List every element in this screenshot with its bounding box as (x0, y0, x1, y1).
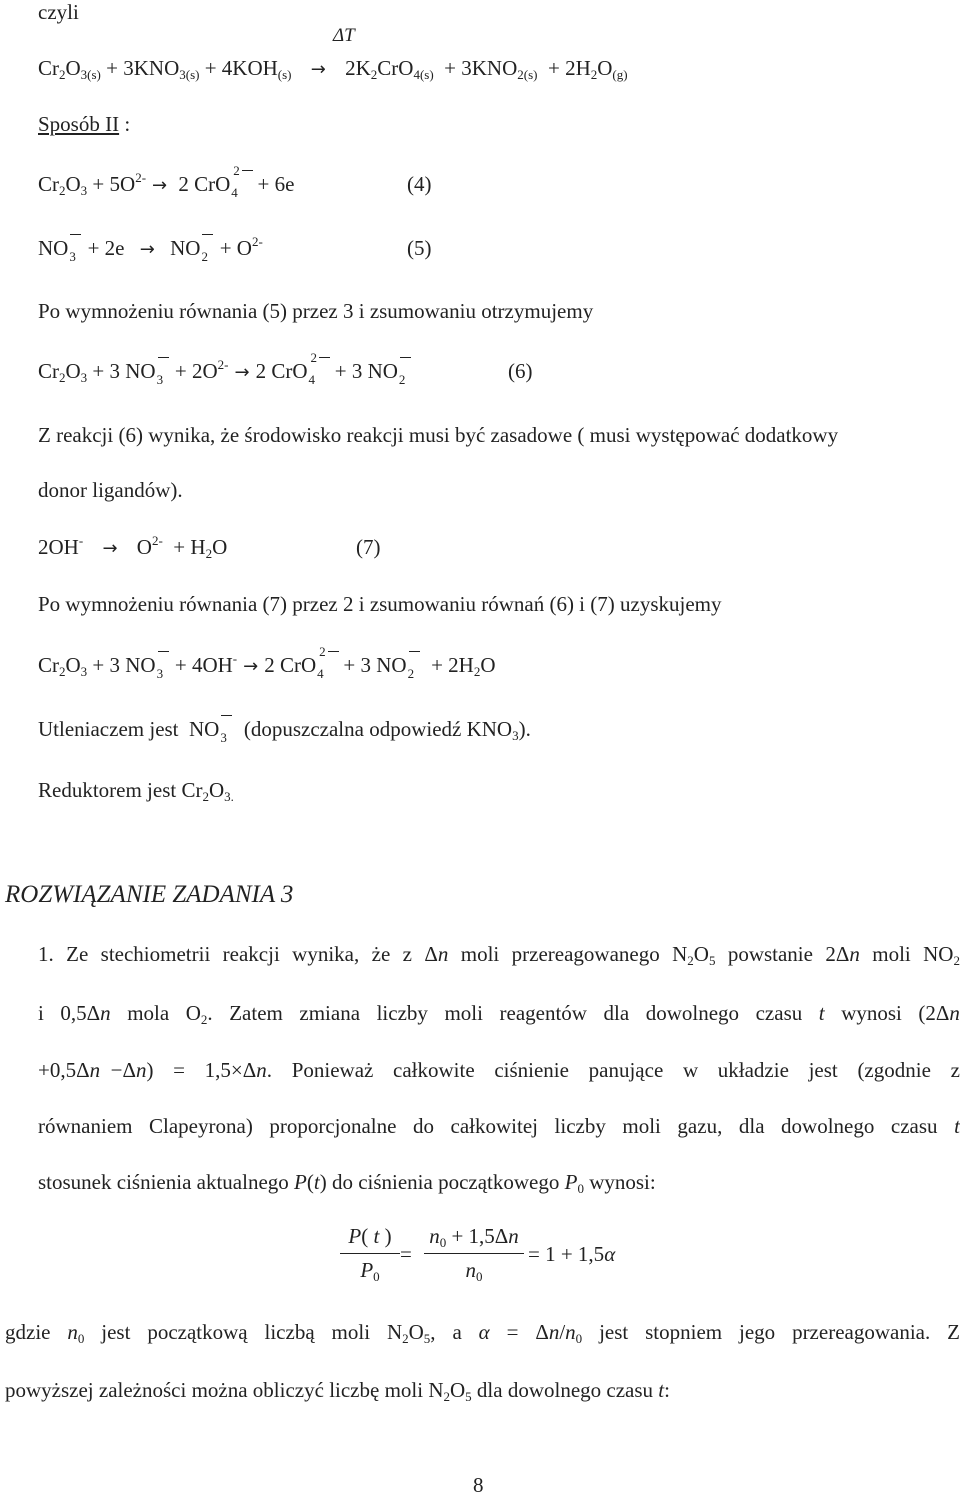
formula-result: = 1 + 1,5α (528, 1242, 616, 1266)
paragraph-1-line-2: i 0,5Δn mola $O_2$. Zatem zmiana liczby moli reagentów dla dowolnego czasu t wynosi (2Δn (38, 1001, 960, 1027)
equation-5: NO 3 + 2e → NO $2 + O^{2-}$ (38, 234, 263, 264)
formula-denominator-2: $n_0$ (465, 1258, 483, 1284)
equation-6-number: (6) (508, 359, 533, 383)
equation-4-number: (4) (407, 172, 432, 196)
reaction-arrow-icon: → (139, 239, 155, 260)
equation-6: $Cr_2O_3 + 3$ NO $3 + 2O^{2-} \to 2$ CrO $\frac{2}{4} + 3$ NO 2 (38, 361, 412, 386)
equation-5-number: (5) (407, 236, 432, 260)
formula-numerator-1: P( t ) (348, 1224, 392, 1248)
equation-final: $Cr_2O_3 + 3$ NO 3 + 4OH- → 2 CrO $\frac{2}{4} + 3$ NO $2 + 2H_2O$ (38, 644, 496, 681)
text-zasadowe-2: donor ligandów). (38, 478, 183, 502)
text-czyli: czyli (38, 0, 79, 24)
paragraph-1-line-1: 1. Ze stechiometrii reakcji wynika, że z Δn moli przereagowanego $N_2O_5$ powstanie 2Δn moli $NO_2$ (38, 942, 960, 968)
paragraph-1-line-4: równaniem Clapeyrona) proporcjonalne do całkowitej liczby moli gazu, dla dowolnego czasu t (38, 1114, 960, 1138)
section-heading: ROZWIĄZANIE ZADANIA 3 (5, 881, 294, 908)
paragraph-1-line-3: +0,5Δn −Δn) = 1,5×Δn. Ponieważ całkowite ciśnienie panujące w układzie jest (zgodnie z (38, 1058, 960, 1082)
formula-numerator-2: $n_0 + 1,5\Delta n$ (429, 1224, 519, 1250)
text-zasadowe-1: Z reakcji (6) wynika, że środowisko reakcji musi być zasadowe ( musi występować dodatkowy (38, 423, 839, 447)
reaction-arrow-icon: → (152, 175, 168, 196)
formula-denominator-1: $P_0$ (360, 1258, 380, 1284)
paragraph-1-line-5: stosunek ciśnienia aktualnego P(t) do ciśnienia początkowego $P_0$ wynosi: (38, 1170, 656, 1196)
reaction-arrow-icon: → (234, 362, 250, 383)
method-heading: Sposób II : (38, 112, 131, 136)
equation-7: $2OH^- \to O^{2-} + H_2O$ (38, 533, 228, 561)
page-number: 8 (473, 1473, 484, 1497)
paragraph-2-line-2: powyższej zależności można obliczyć liczbę moli $N_2O_5$ dla dowolnego czasu t: (5, 1378, 670, 1404)
text-after-7: Po wymnożeniu równania (7) przez 2 i zsumowaniu równań (6) i (7) uzyskujemy (38, 592, 722, 616)
text-utleniacz: Utleniaczem jest NO 3 (dopuszczalna odpowiedź $KNO_3$). (38, 717, 531, 745)
equation-4: $Cr_2O_3 + 5O^{2-} \to 2$ CrO $\frac{2}{4} + 6e$ (38, 163, 295, 200)
reaction-arrow-icon: → (310, 59, 326, 80)
paragraph-2-line-1: gdzie $n_0$ jest początkową liczbą moli $N_2O_5$, a α = $\Delta n/n_0$ jest stopniem jego przereagowania. Z (5, 1320, 960, 1346)
equation-overall: $Cr_2O_{3(s)} + 3KNO_{3(s)} + 4KOH_{(s)} \to 2K_2CrO_{4(s)} + 3KNO_{2(s)} + 2H_2O_{(g)}$ (38, 56, 628, 82)
delta-t-label: ΔT (333, 25, 355, 46)
reaction-arrow-icon: → (243, 656, 259, 677)
text-reduktor: Reduktorem jest $Cr_2O_{3.}$ (38, 778, 234, 804)
text-after-5: Po wymnożeniu równania (5) przez 3 i zsumowaniu otrzymujemy (38, 299, 594, 323)
reaction-arrow-icon: → (102, 538, 118, 559)
equation-7-number: (7) (356, 535, 381, 559)
